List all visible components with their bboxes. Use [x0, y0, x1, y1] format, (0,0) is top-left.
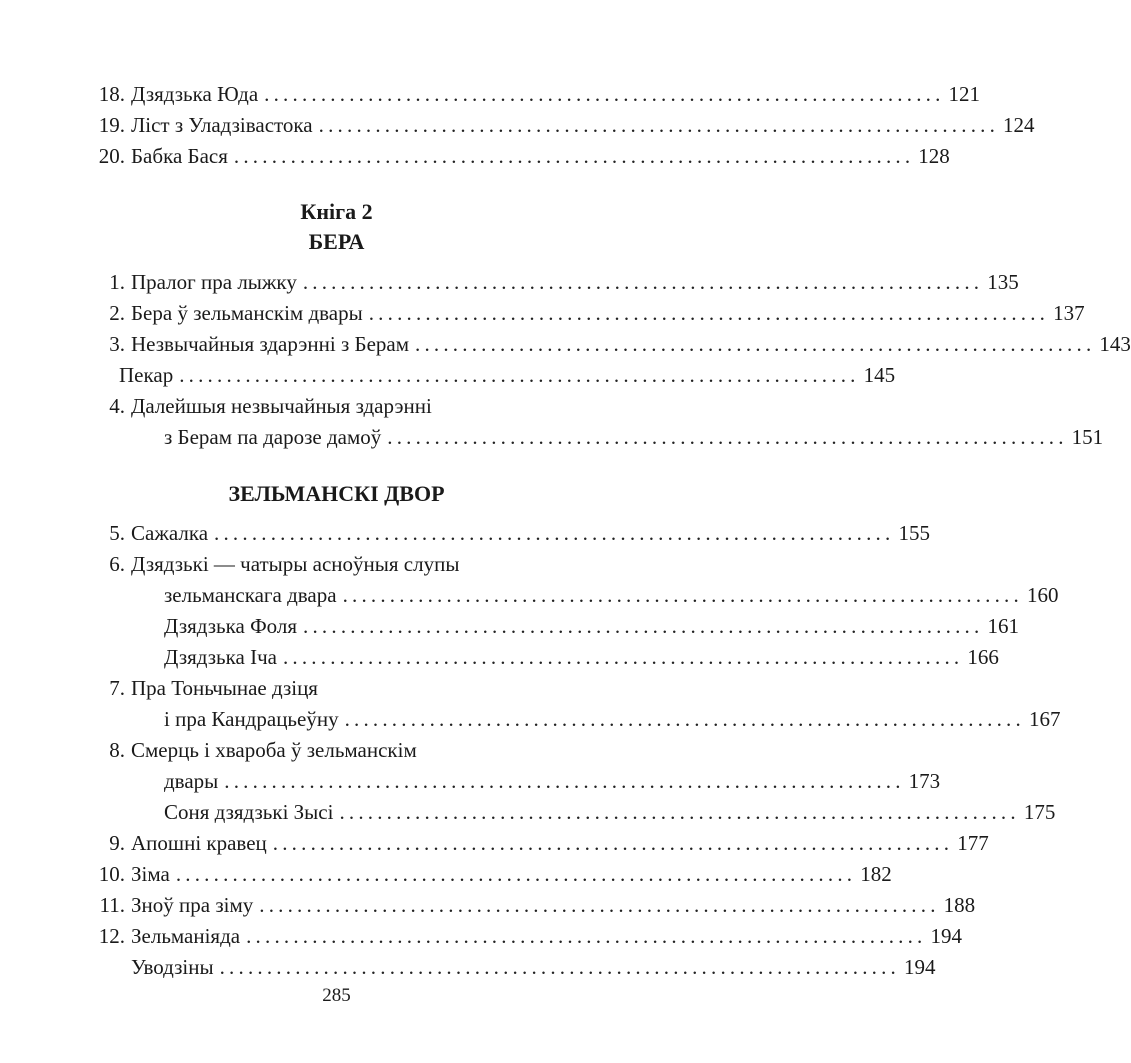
leader-dots: ........................................................................ — [344, 707, 1025, 731]
entry-title: Соня дзядзькі Зысі — [164, 800, 334, 824]
toc-entry — [80, 387, 578, 417]
entry-title: Пекар — [119, 363, 174, 387]
entry-page: 182 — [860, 862, 892, 886]
entry-page: 128 — [918, 144, 950, 168]
entry-title: Зноў пра зіму — [131, 893, 254, 917]
leader-dots: ........................................................................ — [264, 82, 945, 106]
toc-entry — [80, 824, 989, 855]
toc-entry — [80, 325, 1131, 356]
toc-entry-continuation — [80, 762, 941, 793]
leader-dots: ........................................................................ — [339, 800, 1020, 824]
leader-dots: ........................................................................ — [233, 144, 915, 168]
toc-entry — [80, 75, 981, 106]
entry-page: 124 — [1003, 113, 1035, 137]
toc-subentry — [80, 607, 1019, 638]
entry-page: 166 — [967, 645, 999, 669]
entry-page: 175 — [1023, 800, 1056, 824]
entry-page: 121 — [948, 82, 981, 106]
leader-dots: ........................................................................ — [272, 831, 954, 855]
toc-entry — [80, 514, 930, 545]
entry-page: 161 — [987, 614, 1019, 638]
entry-title: Дзядзька Фоля — [164, 614, 298, 638]
leader-dots: ........................................................................ — [302, 270, 984, 294]
leader-dots: ........................................................................ — [415, 332, 1096, 356]
entry-title: Дзядзькі — чатыры асноўныя слупы — [131, 552, 460, 576]
entry-title: Апошні кравец — [131, 831, 267, 855]
entry-page: 151 — [1071, 425, 1104, 449]
leader-dots: ........................................................................ — [175, 862, 857, 886]
leader-dots: ........................................................................ — [303, 614, 984, 638]
entry-number: 11. — [99, 893, 125, 917]
entry-title: зельманскага двара — [164, 583, 337, 607]
entry-title: з Берам па дарозе дамоў — [164, 425, 382, 449]
book-label: Кніга 2 — [300, 199, 373, 224]
toc-entry — [80, 855, 892, 886]
section-title: ЗЕЛЬМАНСКІ ДВОР — [228, 481, 445, 506]
entry-title: двары — [164, 769, 219, 793]
toc-entry-continuation — [80, 700, 1061, 731]
entry-page: 194 — [930, 924, 963, 948]
entry-number: 20. — [98, 144, 125, 168]
entry-title: Незвычайныя здарэнні з Берам — [131, 332, 409, 356]
entry-number: 19. — [98, 113, 125, 137]
entry-page: 145 — [863, 363, 896, 387]
entry-number: 3. — [109, 332, 125, 356]
toc-entry — [80, 106, 1035, 137]
entry-number: 10. — [98, 862, 125, 886]
toc-subentry — [80, 793, 1056, 824]
leader-dots: ........................................................................ — [318, 113, 1000, 137]
toc-entry — [80, 886, 976, 917]
entry-page: 160 — [1026, 583, 1059, 607]
entry-number: 7. — [109, 676, 125, 700]
entry-title: Дзядзька Іча — [164, 645, 277, 669]
entry-page: 194 — [904, 955, 936, 979]
toc-entry-continuation — [80, 576, 1059, 607]
entry-number: 9. — [109, 831, 125, 855]
entry-title: Пралог пра лыжку — [131, 270, 297, 294]
entry-number: 4. — [109, 394, 125, 418]
entry-title: Сажалка — [131, 521, 209, 545]
entry-title: Смерць і хвароба ў зельманскім — [131, 738, 417, 762]
entry-title: Ліст з Уладзівастока — [131, 113, 313, 137]
entry-page: 135 — [987, 270, 1019, 294]
page-number: 285 — [322, 985, 351, 1006]
toc-entry — [80, 731, 578, 761]
book-title: БЕРА — [308, 229, 365, 254]
entry-title: Далейшыя незвычайныя здарэнні — [131, 394, 432, 418]
entry-number: 1. — [109, 270, 125, 294]
entry-page: 167 — [1028, 707, 1061, 731]
leader-dots: ........................................................................ — [387, 425, 1068, 449]
toc-entry — [80, 545, 578, 575]
entry-title: Бабка Бася — [131, 144, 228, 168]
toc-entry — [80, 137, 950, 168]
leader-dots: ........................................................................ — [224, 769, 905, 793]
entry-page: 155 — [898, 521, 930, 545]
leader-dots: ........................................................................ — [214, 521, 895, 545]
toc-subentry — [80, 948, 936, 979]
leader-dots: ........................................................................ — [179, 363, 860, 387]
toc-entry-continuation — [80, 418, 1104, 449]
toc-subentry — [80, 356, 896, 387]
entry-number: 12. — [98, 924, 125, 948]
entry-page: 173 — [908, 769, 941, 793]
entry-title: Пра Тоньчынае дзіця — [131, 676, 318, 700]
entry-number: 2. — [109, 301, 125, 325]
toc-entry — [80, 917, 963, 948]
entry-number: 6. — [109, 552, 125, 576]
entry-number: 5. — [109, 521, 125, 545]
entry-title: і пра Кандрацьеўну — [164, 707, 339, 731]
leader-dots: ........................................................................ — [259, 893, 940, 917]
leader-dots: ........................................................................ — [282, 645, 964, 669]
entry-title: Зіма — [131, 862, 170, 886]
entry-page: 143 — [1099, 332, 1131, 356]
entry-page: 137 — [1053, 301, 1085, 325]
leader-dots: ........................................................................ — [219, 955, 900, 979]
leader-dots: ........................................................................ — [368, 301, 1050, 325]
entry-page: 188 — [943, 893, 976, 917]
entry-number: 18. — [98, 82, 125, 106]
entry-title: Уводзіны — [131, 955, 214, 979]
toc-subentry — [80, 638, 999, 669]
leader-dots: ........................................................................ — [246, 924, 927, 948]
entry-page: 177 — [957, 831, 989, 855]
toc-entry — [80, 294, 1085, 325]
entry-title: Бера ў зельманскім двары — [131, 301, 363, 325]
entry-title: Дзядзька Юда — [131, 82, 259, 106]
toc-entry — [80, 263, 1019, 294]
toc-entry — [80, 669, 578, 699]
entry-number: 8. — [109, 738, 125, 762]
entry-title: Зельманіяда — [131, 924, 241, 948]
leader-dots: ........................................................................ — [342, 583, 1023, 607]
